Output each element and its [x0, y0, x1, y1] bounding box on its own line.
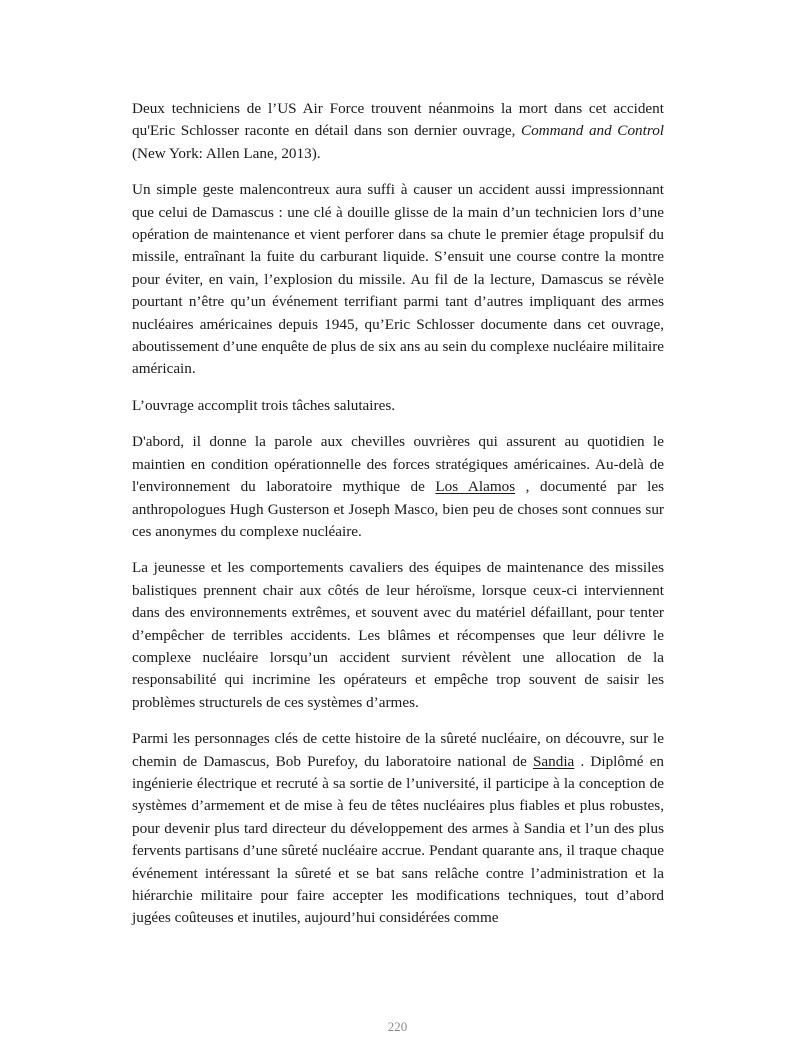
paragraph-4 [132, 431, 664, 543]
paragraph-5: La jeunesse et les comportements cavaliers des équipes de maintenance des missiles balistiques prennent chair aux côtés de leur héroïsme, lorsque ceux-ci interviennent dans des environnements extrêmes, et souvent avec du matériel défaillant, pour tenter d’empêcher de terribles accidents. Les blâmes et récompenses que leur délivre le complexe nucléaire lorsqu’un accident survient révèlent une allocation de la responsabilité qui incrimine les opérateurs et empêche trop souvent de saisir les problèmes structurels de ces systèmes d’armes. [132, 559, 664, 711]
sandia-link[interactable]: Sandia [532, 752, 575, 770]
page-number: 220 [387, 1019, 408, 1034]
paragraph-6-text-a: Parmi les personnages clés de cette histoire de la sûreté nucléaire, on découvre, sur le chemin de Damascus, Bob Purefoy, du laboratoire national de [132, 730, 664, 770]
paragraph-6 [132, 728, 664, 930]
paragraph-4-text-b: , documenté par les anthropologues Hugh Gusterson et Joseph Masco, bien peu de choses sont connues sur ces anonymes du complexe nucléaire. [132, 478, 664, 540]
paragraph-3: L’ouvrage accomplit trois tâches salutaires. [132, 396, 396, 414]
book-title: Command and Control [520, 122, 665, 140]
paragraph-6-text-b: . Diplômé en ingénierie électrique et recruté à sa sortie de l’université, il participe à la conception de systèmes d’armement et de mise à feu de têtes nucléaires plus fiables et plus robustes, pour devenir plus tard directeur du développement des armes à Sandia et l’un des plus fervents partisans d’une sûreté nucléaire accrue. Pendant quarante ans, il traque chaque événement intéressant la sûreté et se bat sans relâche contre l’administration et la hiérarchie militaire pour faire accepter les modifications techniques, tout d’abord jugées coûteuses et inutiles, aujourd’hui considérées comme [132, 752, 664, 927]
los-alamos-link[interactable]: Los Alamos [435, 478, 516, 496]
paragraph-1 [132, 98, 664, 165]
document-body [132, 98, 664, 930]
paragraph-2: Un simple geste malencontreux aura suffi à causer un accident aussi impressionnant que celui de Damascus : une clé à douille glisse de la main d’un technicien lors d’une opération de maintenance et vient perforer dans sa chute le premier étage propulsif du missile, entraînant la fuite du carburant liquide. S’ensuit une course contre la montre pour éviter, en vain, l’explosion du missile. Au fil de la lecture, Damascus se révèle pourtant n’être qu’un événement terrifiant parmi tant d’autres impliquant des armes nucléaires américaines depuis 1945, qu’Eric Schlosser documente dans cet ouvrage, aboutissement d’une enquête de plus de six ans au sein du complexe nucléaire militaire américain. [132, 181, 664, 378]
paragraph-4-text-a: D'abord, il donne la parole aux chevilles ouvrières qui assurent au quotidien le maintien en condition opérationnelle des forces stratégiques américaines. Au-delà de l'environnement du laboratoire mythique de [132, 433, 664, 496]
paragraph-1-text-a: Deux techniciens de l’US Air Force trouvent néanmoins la mort dans cet accident qu'Eric Schlosser raconte en détail dans son dernier ouvrage, [132, 100, 664, 140]
paragraph-1-text-b: (New York: Allen Lane, 2013). [132, 144, 321, 162]
